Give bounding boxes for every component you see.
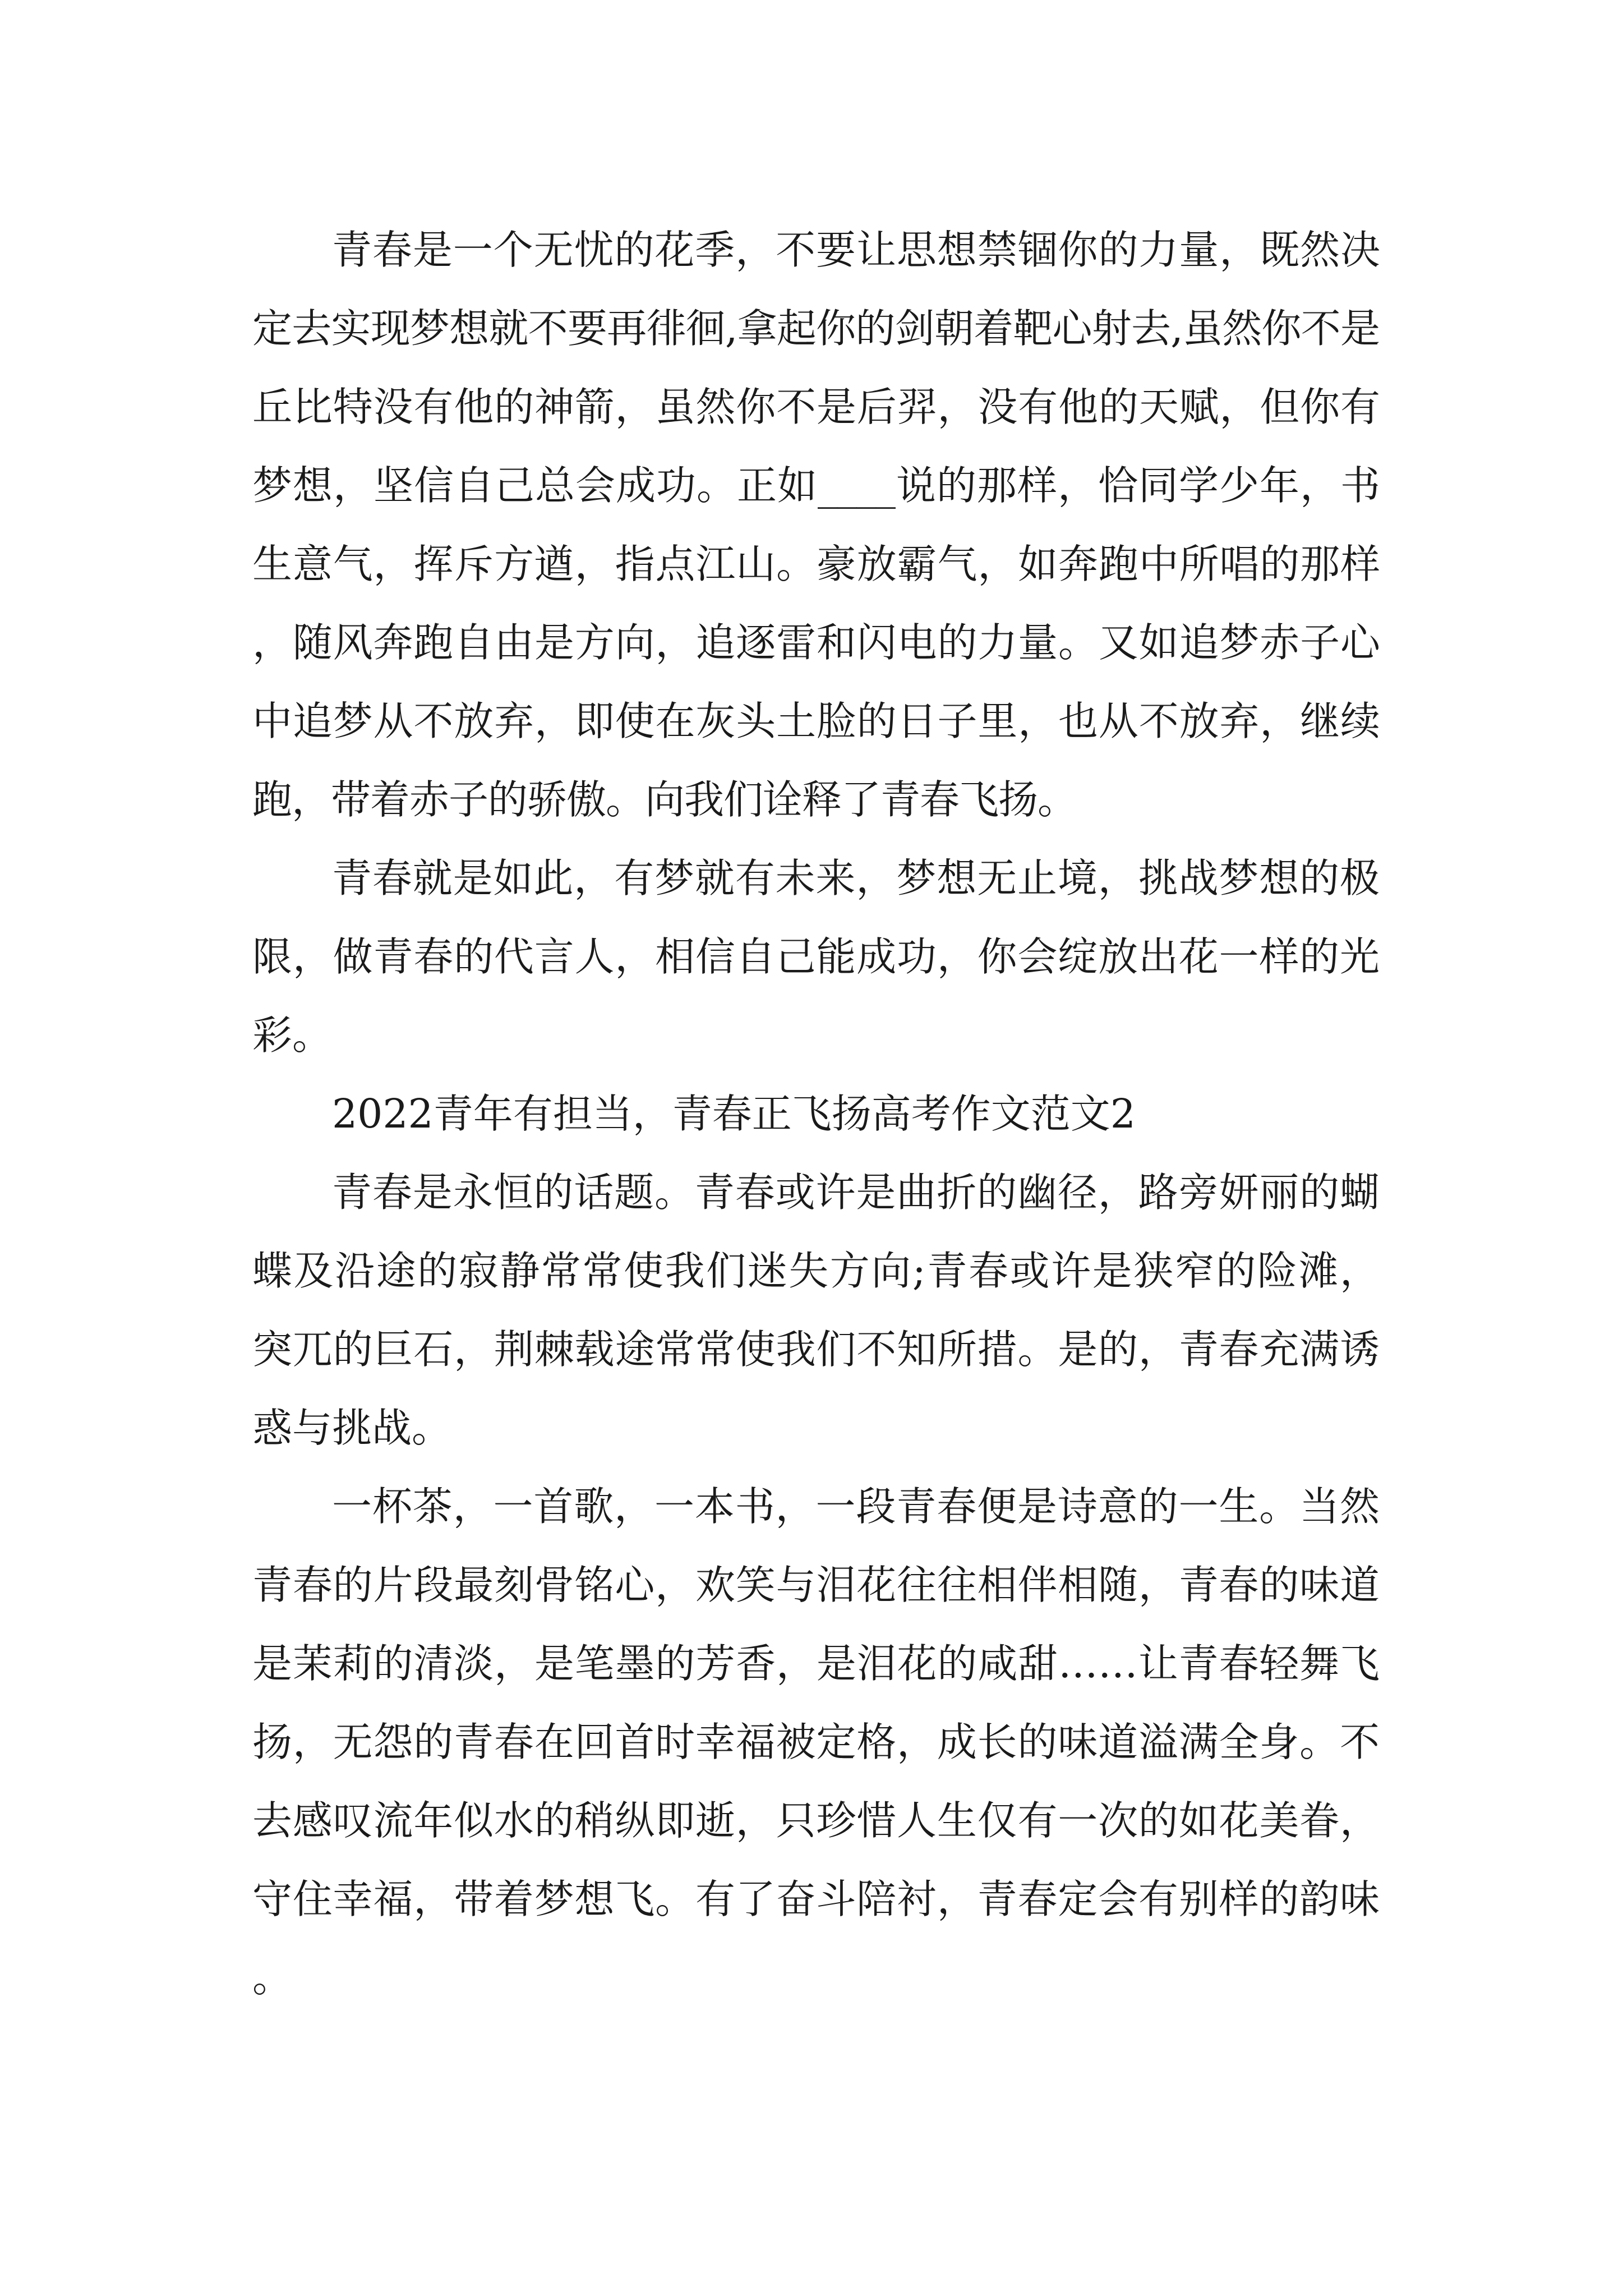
essay-heading: 2022青年有担当，青春正飞扬高考作文范文2	[332, 1091, 1136, 1137]
essay-body	[252, 211, 1380, 2017]
paragraph-youth-dream: 青春是一个无忧的花季，不要让思想禁锢你的力量，既然决定去实现梦想就不要再徘徊,拿起你的剑朝着靶心射去,虽然你不是丘比特没有他的神箭，虽然你不是后羿，没有他的天赋，但你有梦想，坚信自己总会成功。正如____说的那样，恰同学少年，书生意气，挥斥方遒，指点江山。豪放霸气，如奔跑中所唱的那样，随风奔跑自由是方向，追逐雷和闪电的力量。又如追梦赤子心中追梦从不放弃，即使在灰头土脸的日子里，也从不放弃，继续跑，带着赤子的骄傲。向我们诠释了青春飞扬。	[252, 227, 1380, 823]
paragraph-youth-limit: 青春就是如此，有梦就有未来，梦想无止境，挑战梦想的极限，做青春的代言人，相信自己能成功，你会绽放出花一样的光彩。	[252, 855, 1380, 1059]
paragraph-tea-song-book: 一杯茶，一首歌，一本书，一段青春便是诗意的一生。当然青春的片段最刻骨铭心，欢笑与泪花往往相伴相随，青春的味道是茉莉的清淡，是笔墨的芳香，是泪花的咸甜……让青春轻舞飞扬，无怨的青春在回首时幸福被定格，成长的味道溢满全身。不去感叹流年似水的稍纵即逝，只珍惜人生仅有一次的如花美眷，守住幸福，带着梦想飞。有了奋斗陪衬，青春定会有别样的韵味。	[252, 1483, 1380, 2001]
paragraph-eternal-topic: 青春是永恒的话题。青春或许是曲折的幽径，路旁妍丽的蝴蝶及沿途的寂静常常使我们迷失方向;青春或许是狭窄的险滩，突兀的巨石，荆棘载途常常使我们不知所措。是的，青春充满诱惑与挑战。	[252, 1169, 1380, 1451]
